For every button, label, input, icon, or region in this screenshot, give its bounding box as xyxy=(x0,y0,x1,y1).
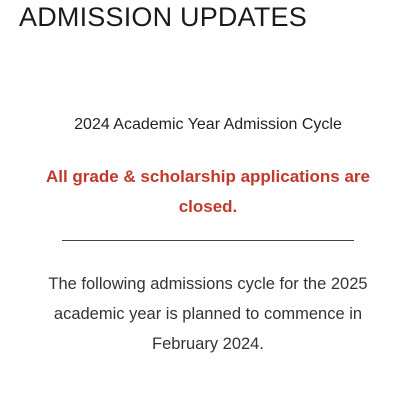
page-title: ADMISSION UPDATES xyxy=(19,2,307,32)
closed-notice: All grade & scholarship applications are closed. xyxy=(45,167,371,216)
admission-content xyxy=(0,114,409,359)
section-divider xyxy=(62,240,354,241)
cycle-heading: 2024 Academic Year Admission Cycle xyxy=(74,116,342,133)
future-cycle-notice: The following admissions cycle for the 2025 academic year is planned to commence in February 2024. xyxy=(48,275,368,353)
